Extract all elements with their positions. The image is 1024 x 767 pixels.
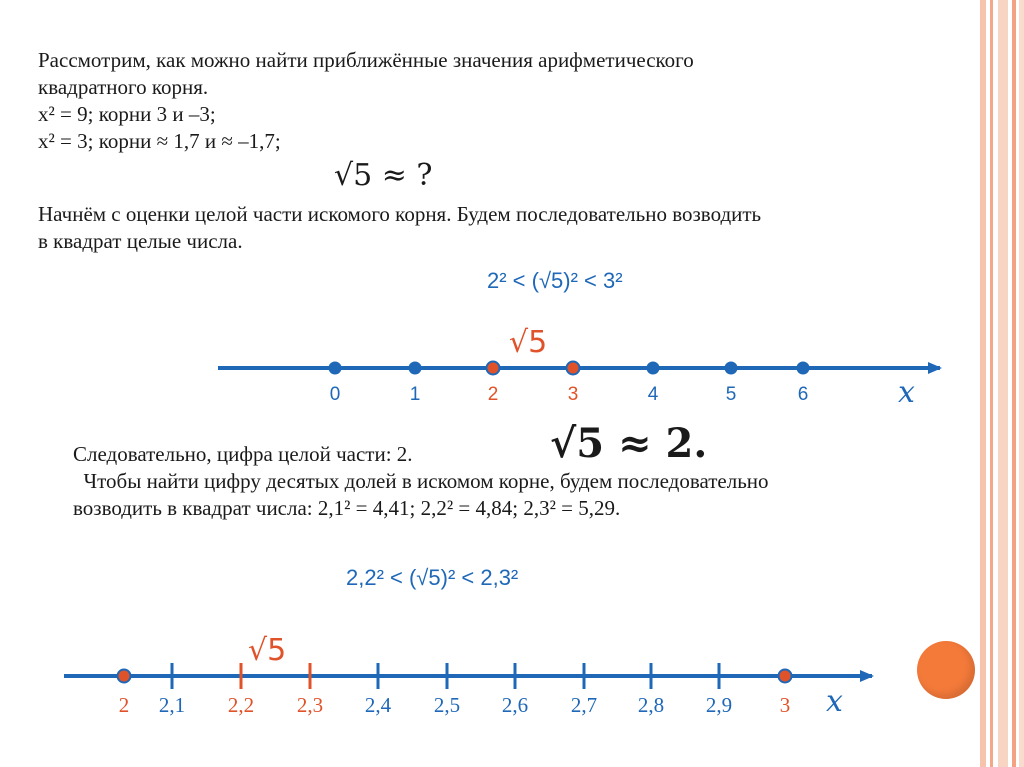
- ticks-2: [118, 663, 792, 717]
- tick-dot-4: [647, 362, 660, 375]
- tick-label-6: 6: [797, 384, 809, 405]
- number-line-2: [64, 633, 872, 719]
- tick-label-2-6: 2,6: [501, 693, 529, 717]
- tick-label-1: 1: [409, 384, 421, 405]
- sqrt5-result: √5 ≈ 2.: [550, 420, 708, 467]
- tick-label-2: 2: [118, 693, 130, 717]
- conclusion-line-2: Чтобы найти цифру десятых долей в искомом корне, будем последовательно: [73, 469, 769, 493]
- tick-dot-6: [797, 362, 810, 375]
- inequality-tenths: 2,2² < (√5)² < 2,3²: [346, 565, 519, 590]
- intro-line-2: квадратного корня.: [38, 75, 209, 99]
- axis-label-x-1: x: [898, 375, 915, 410]
- tick-label-2-9: 2,9: [705, 693, 733, 717]
- inequality-integers: 2² < (√5)² < 3²: [487, 268, 623, 293]
- equation-x2-9: x² = 9; корни 3 и –3;: [38, 102, 216, 126]
- tick-dot-2: [118, 670, 131, 683]
- tick-dot-1: [409, 362, 422, 375]
- tick-label-0: 0: [329, 384, 341, 405]
- tick-label-2: 2: [487, 384, 499, 405]
- tick-dot-0: [329, 362, 342, 375]
- tick-dot-3: [567, 362, 580, 375]
- intro-line-1: Рассмотрим, как можно найти приближённые значения арифметического: [38, 48, 694, 72]
- tick-label-5: 5: [725, 384, 737, 405]
- tick-label-4: 4: [647, 384, 659, 405]
- number-line-1: [218, 325, 940, 410]
- conclusion-line-3: возводить в квадрат числа: 2,1² = 4,41; 2,2² = 4,84; 2,3² = 5,29.: [73, 496, 621, 520]
- estimate-line-2: в квадрат целые числа.: [38, 229, 243, 253]
- root-label-2: √5: [248, 633, 287, 668]
- tick-label-2-5: 2,5: [433, 693, 461, 717]
- tick-label-2-1: 2,1: [158, 693, 186, 717]
- tick-label-3: 3: [567, 384, 579, 405]
- equation-x2-3: x² = 3; корни ≈ 1,7 и ≈ –1,7;: [38, 129, 281, 153]
- tick-label-2-4: 2,4: [364, 693, 392, 717]
- root-label-1: √5: [509, 325, 548, 360]
- sqrt5-question: √5 ≈ ?: [334, 158, 433, 193]
- tick-label-2-7: 2,7: [570, 693, 598, 717]
- conclusion-line-1: Следовательно, цифра целой части: 2.: [73, 442, 413, 466]
- tick-label-3: 3: [779, 693, 791, 717]
- tick-dot-5: [725, 362, 738, 375]
- tick-label-2-8: 2,8: [637, 693, 665, 717]
- estimate-line-1: Начнём с оценки целой части искомого корня. Будем последовательно возводить: [38, 202, 762, 226]
- tick-label-2-3: 2,3: [296, 693, 324, 717]
- tick-label-2-2: 2,2: [227, 693, 255, 717]
- tick-dot-2: [487, 362, 500, 375]
- axis-label-x-2: x: [826, 684, 843, 719]
- tick-dot-3: [779, 670, 792, 683]
